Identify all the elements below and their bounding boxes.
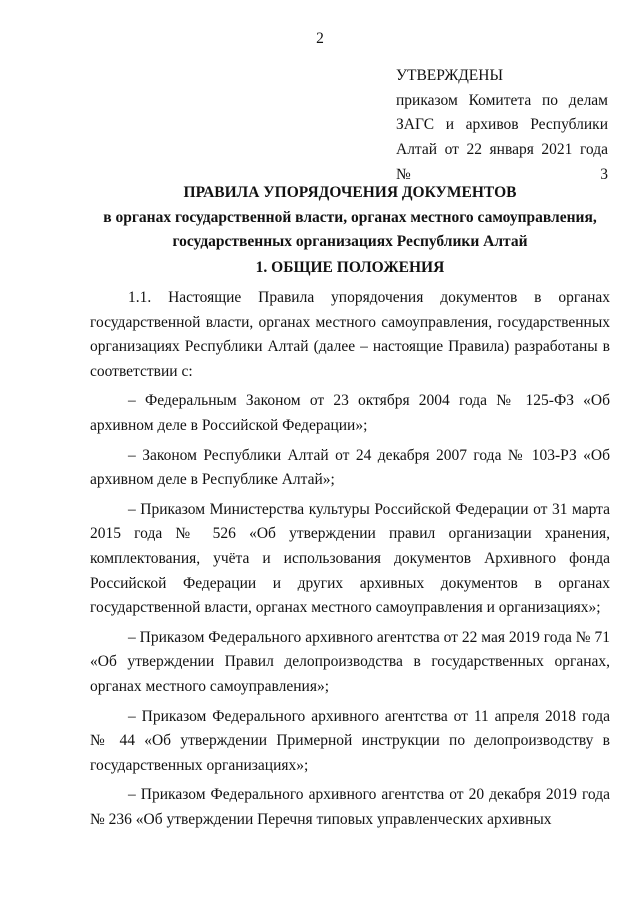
title-line: в органах государственной власти, органах местного самоуправления, (103, 208, 597, 226)
paragraph: – Федеральным Законом от 23 октября 2004 года № 125-ФЗ «Об архивном деле в Российской Федерации»; (90, 392, 610, 434)
paragraph: – Приказом Федерального архивного агентства от 11 апреля 2018 года № 44 «Об утверждении Примерной инструкции по делопроизводству в государственных организациях»; (90, 707, 610, 774)
title-line: ПРАВИЛА УПОРЯДОЧЕНИЯ ДОКУМЕНТОВ (183, 184, 517, 201)
approval-line: приказом Комитета по делам (396, 91, 608, 109)
body-text (90, 286, 610, 832)
approval-line: Алтай от 22 января 2021 года № 3 (396, 141, 608, 183)
page-number: 2 (316, 30, 324, 47)
approval-line: УТВЕРЖДЕНЫ (396, 67, 503, 84)
approval-stamp (396, 64, 608, 188)
section-heading: 1. ОБЩИЕ ПОЛОЖЕНИЯ (255, 259, 445, 276)
document-title (90, 181, 610, 255)
paragraph: 1.1. Настоящие Правила упорядочения документов в органах государственной власти, органах местного самоуправления, государственных организациях Республики Алтай (далее – настоящие Правила) разработаны в соответствии с: (90, 289, 610, 380)
paragraph: – Приказом Федерального архивного агентства от 22 мая 2019 года № 71 «Об утверждении Правил делопроизводства в государственных органах, органах местного самоуправления»; (90, 628, 610, 695)
paragraph: – Законом Республики Алтай от 24 декабря 2007 года № 103-РЗ «Об архивном деле в Республике Алтай»; (90, 446, 610, 489)
title-line: государственных организациях Республики Алтай (172, 233, 528, 251)
paragraph: – Приказом Федерального архивного агентства от 20 декабря 2019 года № 236 «Об утверждении Перечня типовых управленческих архивных (90, 786, 610, 828)
approval-line: ЗАГС и архивов Республики (396, 116, 608, 134)
paragraph: – Приказом Министерства культуры Российской Федерации от 31 марта 2015 года № 526 «Об утверждении правил организации хранения, комплектования, учёта и использования документов Архивного фонда Российской Федерации и других архивных документов в органах государственной власти, органах местного самоуправления и организациях»; (90, 500, 610, 617)
